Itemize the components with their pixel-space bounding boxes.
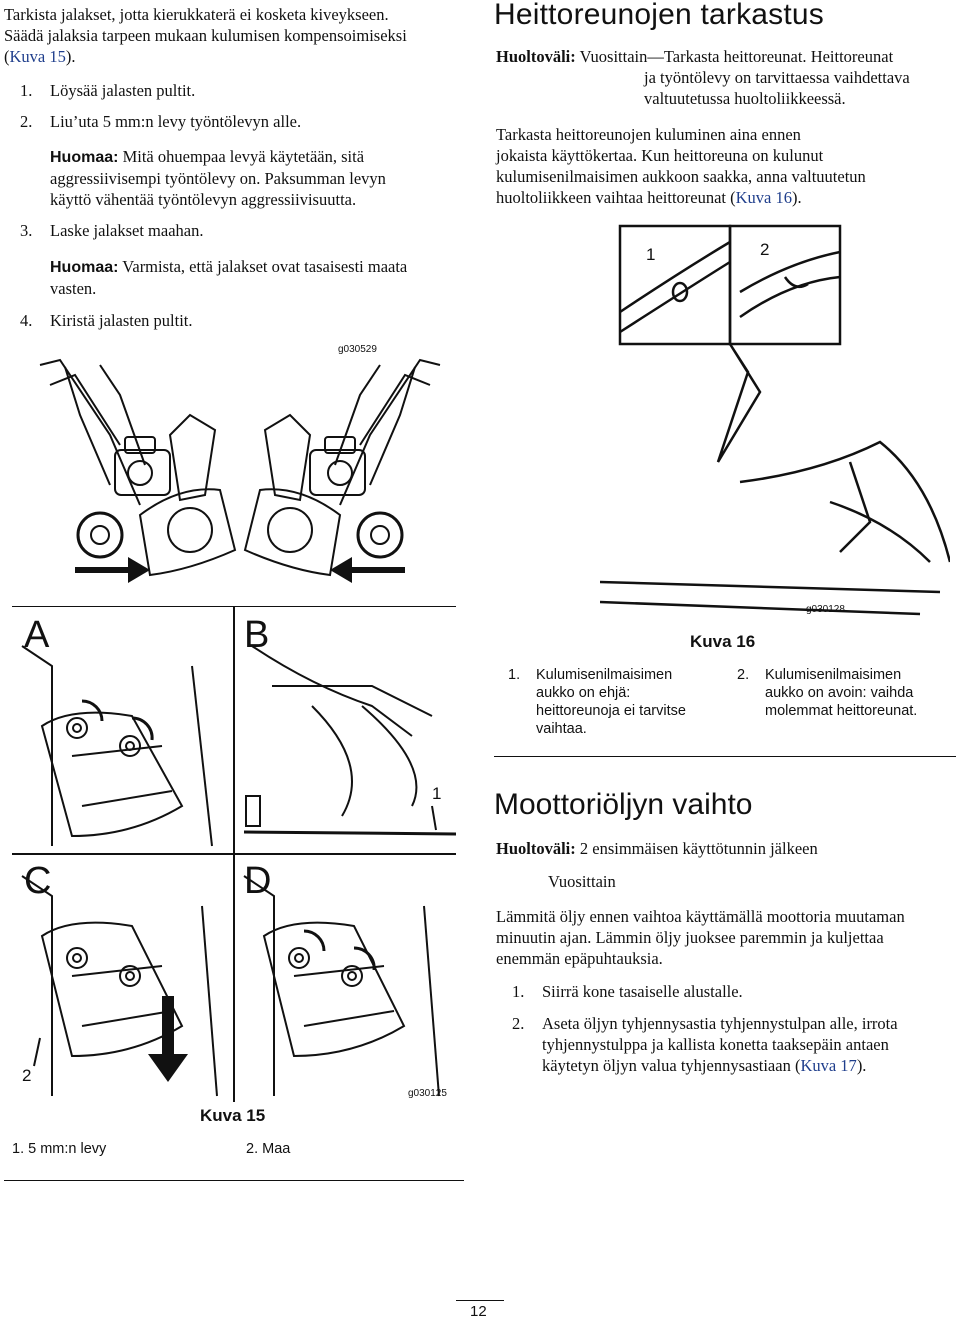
- figure-link-kuva15[interactable]: Kuva 15: [9, 47, 66, 66]
- oil-step-2: 2. Aseta öljyn tyhjennysastia tyhjennystulpan alle, irrota tyhjennystulppa ja kallista konetta taaksepäin antaen käytetyn öljyn valua tyhjennysastiaan (Kuva 17).: [512, 1014, 898, 1075]
- fig16-callout-1: 1: [646, 245, 656, 264]
- legend-item: 2. Maa: [246, 1141, 291, 1157]
- oil-step-1: 1. Siirrä kone tasaiselle alustalle.: [512, 982, 743, 1001]
- callout-1: 1: [432, 784, 442, 803]
- intro-paragraph: [4, 4, 407, 67]
- figure-15-panels: [12, 606, 456, 1102]
- paragraph: Tarkasta heittoreunojen kuluminen aina ennen jokaista käyttökertaa. Kun heittoreuna on kulunut kulumisenilmaisimen aukkoon saakka, anna valtuutetun huoltoliikkeen vaihtaa heittoreunat (Kuva 16).: [496, 125, 866, 207]
- panel-label-d: D: [244, 860, 272, 902]
- panel-label-a: A: [24, 614, 50, 656]
- page-number: 12: [470, 1303, 487, 1320]
- legend-item: 1. Kulumisenilmaisimen aukko on ehjä: heittoreunoja ei tarvitse vaihtaa.: [508, 667, 686, 737]
- service-label: Huoltoväli:: [496, 47, 576, 66]
- fig16-callout-2: 2: [760, 240, 770, 259]
- intro-line: Tarkista jalakset, jotta kierukkaterä ei kosketa kiveykseen.: [4, 5, 389, 24]
- panel-label-b: B: [244, 614, 270, 656]
- divider: [4, 1180, 464, 1181]
- figure-link-kuva17[interactable]: Kuva 17: [800, 1056, 857, 1075]
- step-3: 3. Laske jalakset maahan.: [20, 221, 204, 240]
- step-4: 4. Kiristä jalasten pultit.: [20, 311, 193, 330]
- figure-code: g030529: [338, 344, 377, 355]
- panel-label-c: C: [24, 860, 52, 902]
- figure-code: g030128: [806, 604, 845, 615]
- figure-code: g030125: [408, 1088, 447, 1099]
- figure-link-kuva16[interactable]: Kuva 16: [735, 188, 793, 207]
- note-1: Huomaa: Mitä ohuempaa levyä käytetään, sitä aggressiivisempi työntölevy on. Paksumman levyn käyttö vähentää työntölevyn aggressiivisuutta.: [50, 147, 386, 209]
- figure-caption: Kuva 16: [690, 632, 756, 651]
- note-label: Huomaa:: [50, 259, 119, 276]
- section-heading: Moottoriöljyn vaihto: [494, 788, 753, 821]
- page-number-rule: [456, 1300, 504, 1301]
- intro-line: (Kuva 15).: [4, 47, 76, 66]
- section-heading: Heittoreunojen tarkastus: [494, 0, 824, 31]
- figure-caption: Kuva 15: [200, 1106, 266, 1125]
- paragraph: Lämmitä öljy ennen vaihtoa käyttämällä moottoria muutaman minuutin ajan. Lämmin öljy juoksee paremmin ja kuljettaa enemmän epäpuhtauksia.: [496, 907, 905, 968]
- service-interval: Huoltoväli: 2 ensimmäisen käyttötunnin jälkeen Vuosittain: [496, 839, 818, 891]
- legend-item: 2. Kulumisenilmaisimen aukko on avoin: vaihda molemmat heittoreunat.: [737, 667, 918, 719]
- callout-2: 2: [22, 1066, 32, 1085]
- snowblower-illustration: [20, 355, 460, 595]
- step-1: 1. Löysää jalasten pultit.: [20, 81, 196, 100]
- note-2: Huomaa: Varmista, että jalakset ovat tasaisesti maata vasten.: [50, 257, 408, 298]
- intro-line: Säädä jalaksia tarpeen mukaan kulumisen kompensoimiseksi: [4, 26, 407, 45]
- service-label: Huoltoväli:: [496, 839, 576, 858]
- note-label: Huomaa:: [50, 149, 119, 166]
- step-2: 2. Liu’uta 5 mm:n levy työntölevyn alle.: [20, 112, 302, 131]
- service-interval: Huoltoväli: Vuosittain—Tarkasta heittoreunat. Heittoreunat ja työntölevy on tarvittaessa vaihdettava valtuutetussa huoltoliikkeessä.: [496, 47, 910, 108]
- figure-16-illustration: [600, 222, 950, 620]
- divider: [494, 756, 956, 757]
- legend-item: 1. 5 mm:n levy: [12, 1141, 107, 1157]
